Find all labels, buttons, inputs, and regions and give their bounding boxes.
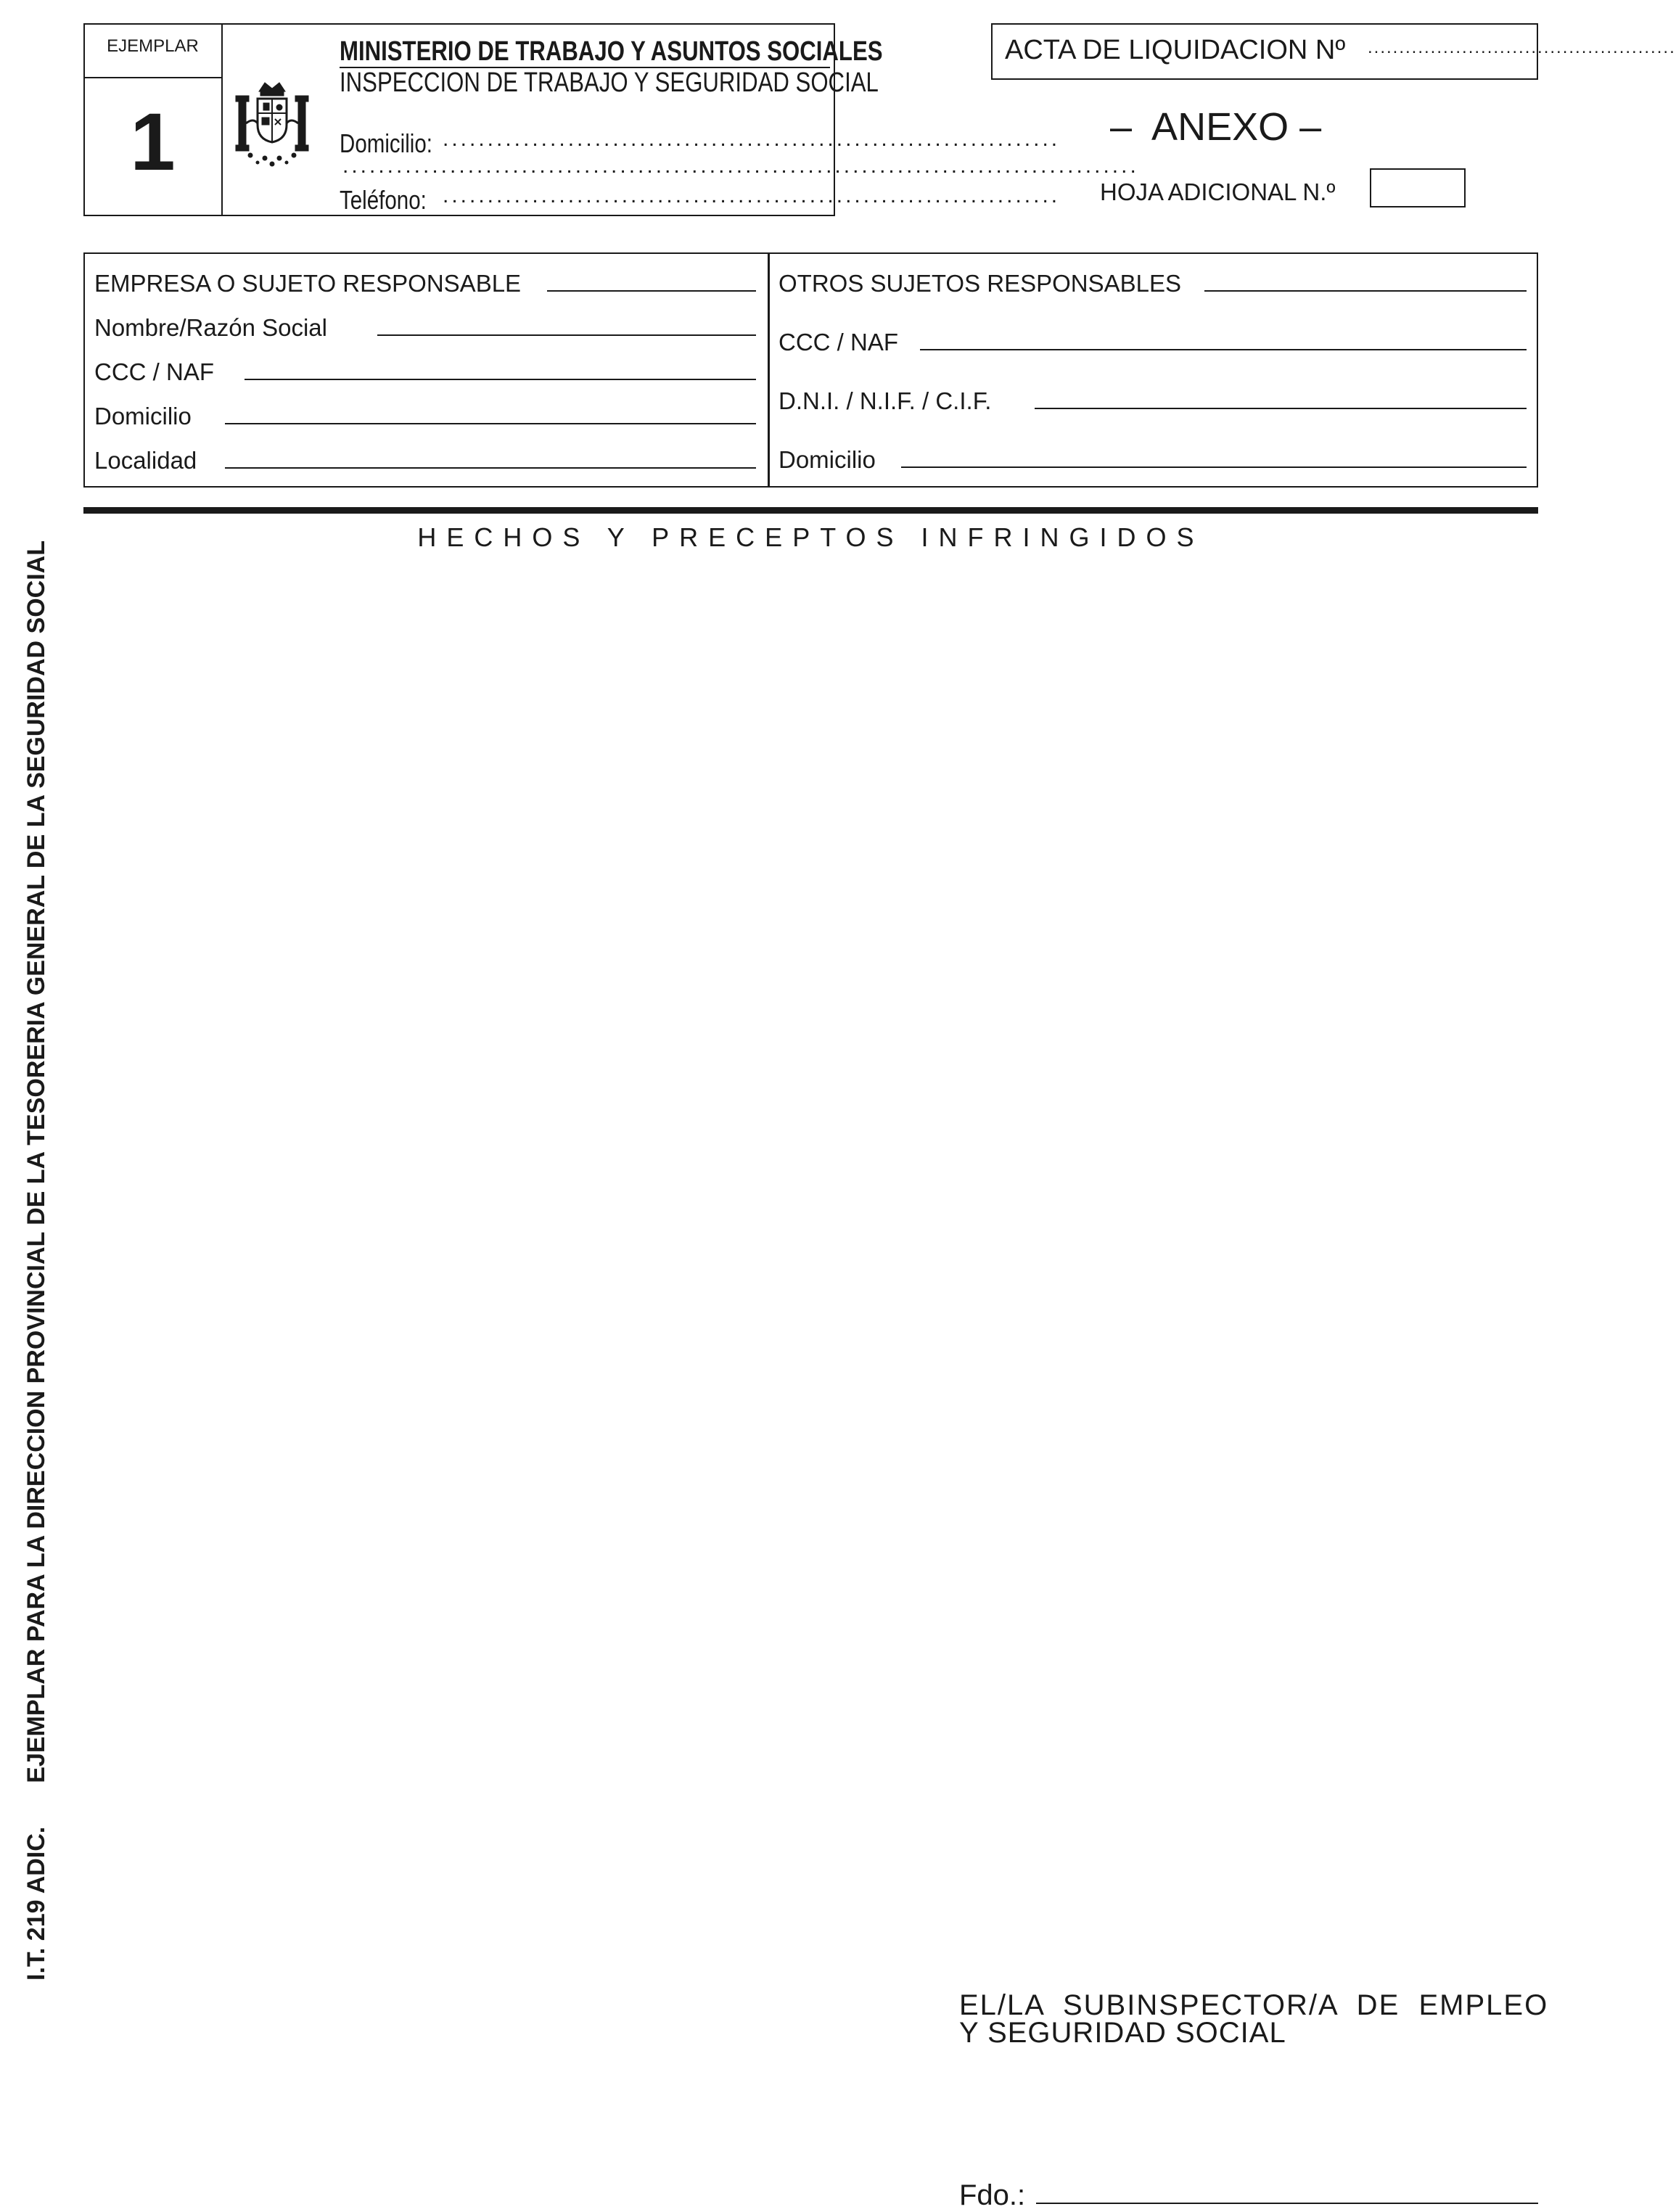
domicilio-dots-2: ......................................................................................... bbox=[342, 154, 1139, 178]
empresa-title: EMPRESA O SUJETO RESPONSABLE bbox=[94, 270, 522, 297]
hoja-number-field[interactable] bbox=[1370, 168, 1466, 207]
anexo-title: – ANEXO – bbox=[1110, 105, 1322, 149]
signature-role-line1: EL/LA SUBINSPECTOR/A DE EMPLEO bbox=[959, 1989, 1549, 2021]
ministry-title: MINISTERIO DE TRABAJO Y ASUNTOS SOCIALES bbox=[340, 36, 883, 67]
otros-domicilio-field[interactable] bbox=[901, 466, 1527, 468]
otros-domicilio-label: Domicilio bbox=[779, 446, 876, 473]
ejemplar-label: EJEMPLAR bbox=[107, 36, 199, 56]
signature-role-line2: Y SEGURIDAD SOCIAL bbox=[959, 2017, 1286, 2049]
side-text bbox=[15, 530, 58, 1981]
section-title: HECHOS Y PRECEPTOS INFRINGIDOS bbox=[417, 522, 1204, 552]
otros-ccc-label: CCC / NAF bbox=[779, 329, 898, 355]
fdo-label: Fdo.: bbox=[959, 2179, 1026, 2211]
side-destination: EJEMPLAR PARA LA DIRECCION PROVINCIAL DE LA TESORERIA GENERAL DE LA SEGURIDAD SOCIAL bbox=[22, 540, 50, 1783]
empresa-localidad-field[interactable] bbox=[225, 467, 756, 469]
telefono-dots: ..................................................................... bbox=[443, 184, 1061, 207]
section-rule bbox=[83, 507, 1538, 514]
responsables-divider bbox=[768, 252, 770, 488]
signature-field[interactable] bbox=[1036, 2203, 1538, 2204]
acta-dots[interactable]: ................................................. bbox=[1368, 38, 1676, 57]
domicilio-label: Domicilio: bbox=[340, 128, 432, 158]
ejemplar-hline bbox=[83, 77, 222, 78]
empresa-title-line[interactable] bbox=[547, 290, 756, 292]
empresa-ccc-field[interactable] bbox=[245, 379, 756, 380]
otros-title: OTROS SUJETOS RESPONSABLES bbox=[779, 270, 1182, 297]
coat-of-arms-icon bbox=[229, 80, 316, 174]
otros-dni-field[interactable] bbox=[1035, 408, 1527, 409]
otros-ccc-field[interactable] bbox=[920, 349, 1527, 350]
empresa-domicilio-label: Domicilio bbox=[94, 403, 192, 429]
empresa-domicilio-field[interactable] bbox=[225, 423, 756, 424]
inspection-title: INSPECCION DE TRABAJO Y SEGURIDAD SOCIAL bbox=[340, 67, 879, 98]
empresa-nombre-label: Nombre/Razón Social bbox=[94, 314, 327, 341]
otros-dni-label: D.N.I. / N.I.F. / C.I.F. bbox=[779, 387, 992, 414]
hechos-content-area[interactable] bbox=[83, 566, 1538, 1966]
hoja-label: HOJA ADICIONAL N.º bbox=[1100, 178, 1336, 205]
domicilio-dots: ..................................................................... bbox=[443, 127, 1061, 151]
acta-label: ACTA DE LIQUIDACION Nº bbox=[1005, 35, 1346, 65]
empresa-nombre-field[interactable] bbox=[377, 334, 756, 336]
otros-title-line[interactable] bbox=[1204, 290, 1527, 292]
empresa-ccc-label: CCC / NAF bbox=[94, 358, 214, 385]
empresa-localidad-label: Localidad bbox=[94, 447, 197, 474]
side-code: I.T. 219 ADIC. bbox=[22, 1826, 50, 1981]
ejemplar-number: 1 bbox=[130, 96, 176, 187]
telefono-label: Teléfono: bbox=[340, 185, 427, 215]
